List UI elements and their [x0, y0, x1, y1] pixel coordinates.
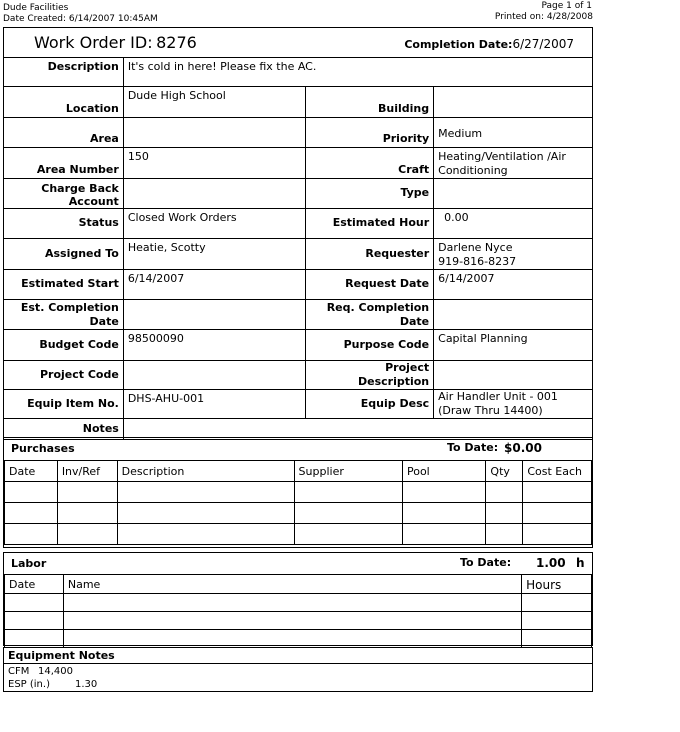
work-order-id-label: Work Order ID: — [34, 33, 153, 52]
col-labor-name: Name — [63, 575, 521, 594]
printed-on: Printed on: 4/28/2008 — [494, 12, 593, 22]
building-value — [434, 87, 593, 118]
description-row — [4, 58, 593, 87]
equip-item-label: Equip Item No. — [4, 390, 124, 419]
budget-code-label: Budget Code — [4, 330, 124, 361]
labor-unit: h — [576, 556, 585, 570]
notes-label: Notes — [4, 419, 124, 440]
project-description-value — [434, 361, 593, 390]
purchases-header-row — [5, 461, 592, 482]
equip-desc-label: Equip Desc — [306, 390, 434, 419]
table-row — [5, 503, 592, 524]
col-qty: Qty — [486, 461, 523, 482]
estimated-start-label: Estimated Start — [4, 270, 124, 300]
equip-desc-value: Air Handler Unit - 001 (Draw Thru 14400) — [434, 390, 593, 419]
project-code-value — [123, 361, 306, 390]
requester-label: Requester — [306, 239, 434, 270]
area-label: Area — [4, 118, 124, 148]
table-row — [5, 524, 592, 545]
req-completion-value — [434, 300, 593, 330]
labor-table — [4, 574, 592, 648]
req-completion-label: Req. Completion Date — [306, 300, 434, 330]
labor-to-date-label: To Date: — [460, 556, 512, 569]
charge-back-label: Charge Back Account — [4, 179, 124, 209]
area-number-label: Area Number — [4, 148, 124, 179]
area-number-value: 150 — [123, 148, 306, 179]
requester-name: Darlene Nyce — [438, 241, 513, 254]
work-order-form — [3, 27, 593, 440]
purpose-code-value: Capital Planning — [434, 330, 593, 361]
purchases-table — [4, 460, 592, 545]
date-created: Date Created: 6/14/2007 10:45AM — [3, 14, 158, 24]
col-cost-each: Cost Each — [523, 461, 592, 482]
type-value — [434, 179, 593, 209]
description-value: It's cold in here! Please fix the AC. — [123, 58, 592, 87]
equipment-notes-title: Equipment Notes — [4, 648, 592, 664]
labor-header — [4, 553, 592, 574]
col-pool: Pool — [402, 461, 485, 482]
equipment-notes-section — [3, 647, 593, 692]
col-labor-hours: Hours — [522, 575, 592, 594]
request-date-label: Request Date — [306, 270, 434, 300]
esp-key: ESP (in.) — [8, 679, 50, 690]
requester-phone: 919-816-8237 — [438, 255, 517, 268]
labor-to-date-value: 1.00 — [536, 556, 566, 570]
col-inv-ref: Inv/Ref — [57, 461, 117, 482]
esp-value: 1.30 — [75, 679, 98, 690]
building-label: Building — [306, 87, 434, 118]
title-row — [4, 28, 593, 58]
labor-header-row — [5, 575, 592, 594]
purchases-to-date-label: To Date: — [447, 441, 499, 454]
status-label: Status — [4, 209, 124, 239]
budget-code-value: 98500090 — [123, 330, 306, 361]
status-value: Closed Work Orders — [123, 209, 306, 239]
col-date: Date — [5, 461, 58, 482]
area-value — [123, 118, 306, 148]
equip-item-value: DHS-AHU-001 — [123, 390, 306, 419]
purchases-section — [3, 437, 593, 548]
purchases-to-date-value: $0.00 — [504, 441, 542, 455]
est-completion-value — [123, 300, 306, 330]
type-label: Type — [306, 179, 434, 209]
charge-back-value — [123, 179, 306, 209]
labor-title: Labor — [11, 557, 47, 570]
craft-value: Heating/Ventilation /Air Conditioning — [434, 148, 593, 179]
table-row — [5, 612, 592, 630]
col-supplier: Supplier — [294, 461, 402, 482]
purchases-header — [4, 438, 592, 460]
completion-date-label: Completion Date: — [404, 38, 513, 51]
assigned-to-value: Heatie, Scotty — [123, 239, 306, 270]
priority-label: Priority — [306, 118, 434, 148]
project-description-label: Project Description — [306, 361, 434, 390]
table-row — [5, 594, 592, 612]
page-number: Page 1 of 1 — [541, 1, 592, 11]
request-date-value: 6/14/2007 — [434, 270, 593, 300]
description-label: Description — [4, 58, 124, 87]
estimated-hour-value: 0.00 — [434, 209, 593, 239]
location-value: Dude High School — [123, 87, 306, 118]
labor-section — [3, 552, 593, 646]
assigned-to-label: Assigned To — [4, 239, 124, 270]
purchases-title: Purchases — [11, 442, 75, 455]
purpose-code-label: Purpose Code — [306, 330, 434, 361]
col-labor-date: Date — [5, 575, 64, 594]
table-row — [5, 630, 592, 648]
location-label: Location — [4, 87, 124, 118]
col-description: Description — [117, 461, 294, 482]
cfm-key: CFM — [8, 666, 30, 677]
completion-date: 6/27/2007 — [512, 37, 574, 51]
cfm-value: 14,400 — [38, 666, 73, 677]
company-name: Dude Facilities — [3, 3, 69, 13]
est-completion-label: Est. Completion Date — [4, 300, 124, 330]
work-order-id: 8276 — [156, 33, 197, 52]
estimated-start-value: 6/14/2007 — [123, 270, 306, 300]
estimated-hour-label: Estimated Hour — [306, 209, 434, 239]
craft-label: Craft — [306, 148, 434, 179]
project-code-label: Project Code — [4, 361, 124, 390]
priority-value: Medium — [434, 118, 593, 148]
table-row — [5, 482, 592, 503]
